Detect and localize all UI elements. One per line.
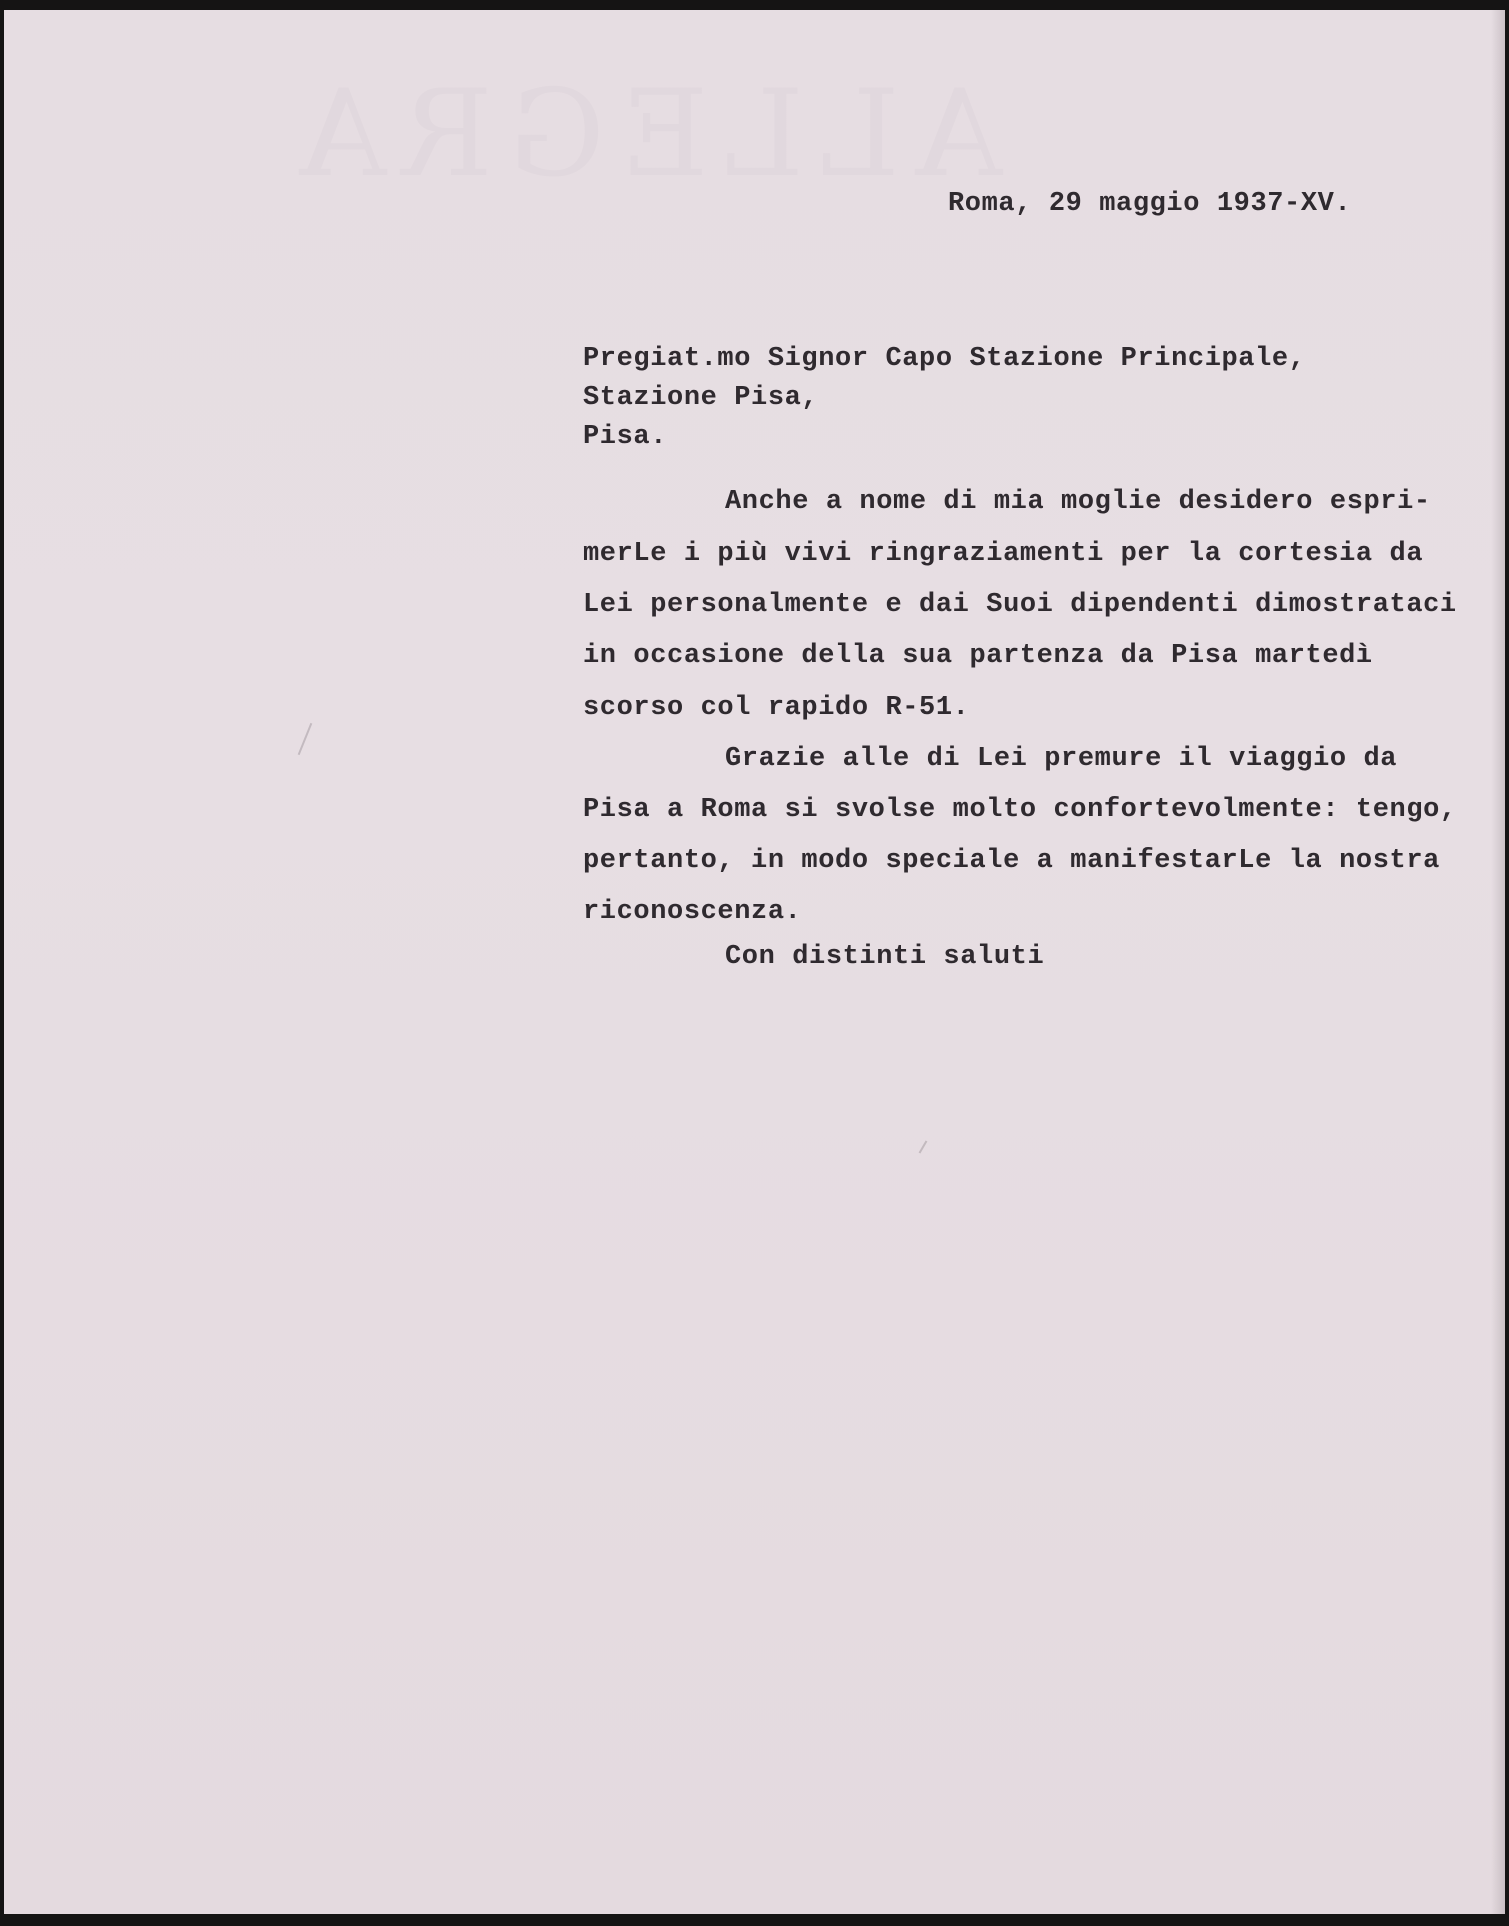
recipient-line: Pregiat.mo Signor Capo Stazione Principale,: [583, 344, 1306, 374]
recipient-line: Pisa.: [583, 422, 668, 452]
body-line: scorso col rapido R-51.: [583, 693, 970, 723]
body-line: Anche a nome di mia moglie desidero espri-: [725, 487, 1431, 517]
body-line: in occasione della sua partenza da Pisa martedì: [583, 641, 1373, 671]
closing-line: Con distinti saluti: [725, 942, 1045, 972]
letter-dateline: Roma, 29 maggio 1937-XV.: [948, 189, 1352, 219]
recipient-line: Stazione Pisa,: [583, 383, 819, 413]
body-line: riconoscenza.: [583, 897, 802, 927]
paper-fleck: [919, 1140, 928, 1153]
body-line: pertanto, in modo speciale a manifestarLe la nostra: [583, 846, 1440, 876]
watermark-mark: ALLEGRA: [284, 65, 1003, 204]
body-line: Lei personalmente e dai Suoi dipendenti dimostrataci: [583, 590, 1457, 620]
body-line: merLe i più vivi ringraziamenti per la cortesia da: [583, 539, 1424, 569]
body-line: Grazie alle di Lei premure il viaggio da: [725, 744, 1398, 774]
paper-fleck: [298, 723, 313, 755]
body-line: Pisa a Roma si svolse molto confortevolmente: tengo,: [583, 795, 1457, 825]
letter-page: [4, 10, 1505, 1914]
